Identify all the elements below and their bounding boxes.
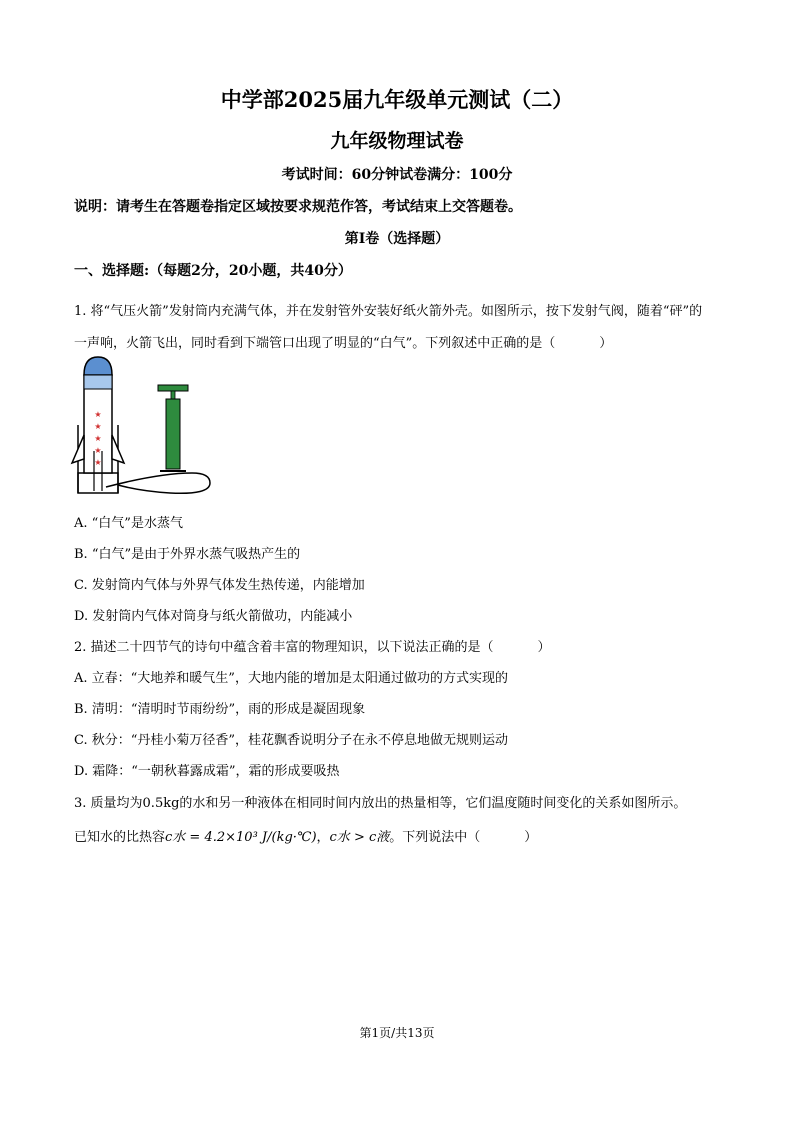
q2-stem-end: ） [537, 640, 551, 655]
q1-stem-text: 一声响，火箭飞出，同时看到下端管口出现了明显的“白气”。下列叙述中正确的是（ [74, 336, 556, 351]
air-hose [106, 473, 210, 493]
q3-stem-line1: 3. 质量均为0.5kg的水和另一种液体在相同时间内放出的热量相等，它们温度随时间变化的关系如图所示。 [74, 796, 687, 811]
rocket-band [84, 375, 112, 389]
exam-info: 考试时间：60分钟试卷满分：100分 [281, 167, 513, 183]
q1-stem-end: ） [599, 336, 613, 351]
q1-option-a: A. “白气”是水蒸气 [74, 516, 183, 531]
q2-stem [74, 636, 551, 655]
pump-cylinder [166, 399, 180, 469]
q3-stem-end: ） [524, 830, 538, 845]
part-heading: 第Ⅰ卷（选择题） [344, 231, 450, 247]
q1-option-d: D. 发射筒内气体对筒身与纸火箭做功，内能减小 [74, 609, 353, 624]
rocket-star-5: ★ [94, 458, 102, 467]
q3-stem-prefix: 已知水的比热容 [74, 830, 166, 845]
q1-option-b: B. “白气”是由于外界水蒸气吸热产生的 [74, 547, 301, 562]
rocket-nose [84, 357, 112, 375]
exam-title: 中学部2025届九年级单元测试（二） [220, 87, 574, 112]
rocket-star-4: ★ [94, 446, 102, 455]
q2-option-d: D. 霜降：“一朝秋暮露成霜”，霜的形成要吸热 [74, 764, 340, 779]
pump-handle [158, 385, 188, 391]
exam-note: 说明：请考生在答题卷指定区域按要求规范作答，考试结束上交答题卷。 [74, 199, 522, 215]
q3-stem-mid: ， [316, 830, 330, 845]
q2-option-b: B. 清明：“清明时节雨纷纷”，雨的形成是凝固现象 [74, 702, 366, 717]
q1-stem-line1: 1. 将“气压火箭”发射筒内充满气体，并在发射管外安装好纸火箭外壳。如图所示，按下发射气阀，随着“砰”的 [74, 304, 703, 319]
rocket-star-1: ★ [94, 410, 102, 419]
q1-option-c: C. 发射筒内气体与外界气体发生热传递，内能增加 [74, 578, 365, 593]
q2-option-a: A. 立春：“大地养和暖气生”，大地内能的增加是太阳通过做功的方式实现的 [74, 671, 508, 686]
page-footer: 第1页/共13页 [359, 1026, 435, 1040]
exam-subtitle: 九年级物理试卷 [330, 130, 464, 152]
q3-stem-suffix: 。下列说法中（ [389, 830, 481, 845]
rocket-star-2: ★ [94, 422, 102, 431]
launcher-base [78, 473, 118, 493]
rocket-pump-figure [70, 355, 220, 505]
rocket-star-3: ★ [94, 434, 102, 443]
q3-specific-heat-formula: c水 = 4.2×10³ J/(kg·℃) [165, 830, 317, 845]
q3-compare-formula: c水 > c液 [329, 830, 390, 845]
pump-rod [171, 391, 175, 399]
q2-stem-text: 2. 描述二十四节气的诗句中蕴含着丰富的物理知识，以下说法正确的是（ [74, 640, 494, 655]
q2-option-c: C. 秋分：“丹桂小菊万径香”，桂花飘香说明分子在永不停息地做无规则运动 [74, 733, 509, 748]
section-heading: 一、选择题:（每题2分，20小题，共40分） [74, 263, 352, 279]
q3-stem-line2 [74, 826, 537, 845]
q1-stem-line2 [74, 332, 612, 351]
